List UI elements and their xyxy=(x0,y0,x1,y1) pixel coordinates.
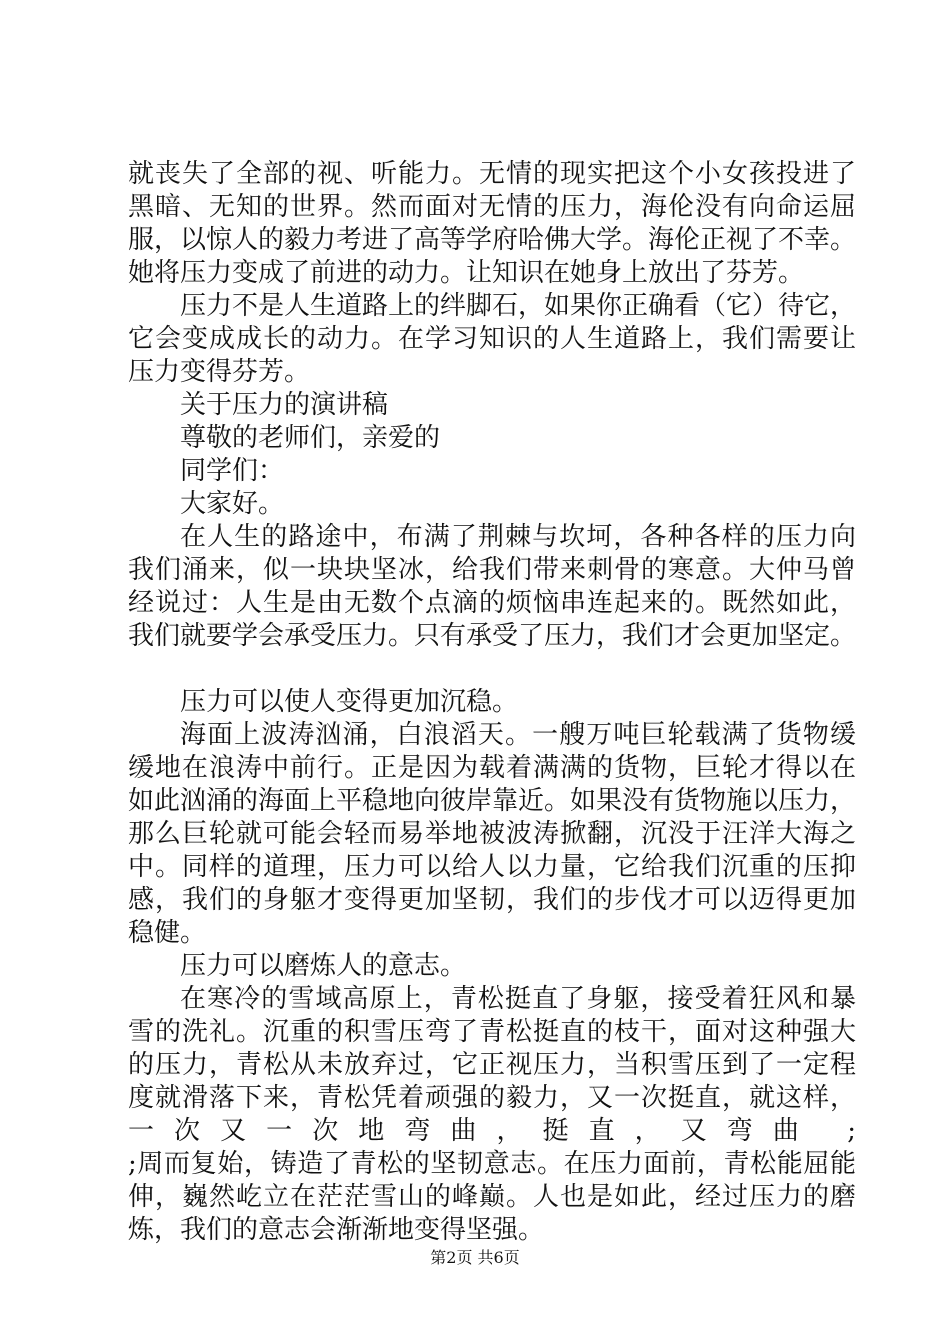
text-line: 稳健。 xyxy=(128,918,207,948)
text-line: 在人生的路途中，布满了荆棘与坎坷，各种各样的压力向 xyxy=(180,522,856,552)
text-line: 就丧失了全部的视、听能力。无情的现实把这个小女孩投进了 xyxy=(128,159,856,189)
text-line: 服，以惊人的毅力考进了高等学府哈佛大学。海伦正视了不幸。 xyxy=(128,225,856,255)
text-line: 缓地在浪涛中前行。正是因为载着满满的货物，巨轮才得以在 xyxy=(128,753,856,783)
text-line: 大家好。 xyxy=(180,489,285,519)
text-line: 伸，巍然屹立在茫茫雪山的峰巅。人也是如此，经过压力的磨 xyxy=(128,1182,856,1212)
text-line: 炼，我们的意志会渐渐地变得坚强。 xyxy=(128,1215,545,1245)
text-line: 我们就要学会承受压力。只有承受了压力，我们才会更加坚定。 xyxy=(128,621,856,651)
text-line: 她将压力变成了前进的动力。让知识在她身上放出了芬芳。 xyxy=(128,258,805,288)
text-line: 那么巨轮就可能会轻而易举地被波涛掀翻，沉没于汪洋大海之 xyxy=(128,819,856,849)
page-footer: 第2页 共6页 xyxy=(430,1248,520,1267)
text-line: 经说过：人生是由无数个点滴的烦恼串连起来的。既然如此， xyxy=(128,588,856,618)
text-line: 压力不是人生道路上的绊脚石，如果你正确看（它）待它， xyxy=(180,291,856,321)
text-line: 压力可以使人变得更加沉稳。 xyxy=(180,687,519,717)
text-line: ;周而复始，铸造了青松的坚韧意志。在压力面前，青松能屈能 xyxy=(128,1149,856,1179)
text-line: 雪的洗礼。沉重的积雪压弯了青松挺直的枝干，面对这种强大 xyxy=(128,1017,856,1047)
blank-line xyxy=(128,653,856,686)
text-line: 压力变得芬芳。 xyxy=(128,357,311,387)
text-line: 感，我们的身躯才变得更加坚韧，我们的步伐才可以迈得更加 xyxy=(128,885,856,915)
text-line: 压力可以磨炼人的意志。 xyxy=(180,951,467,981)
text-line: 中。同样的道理，压力可以给人以力量，它给我们沉重的压抑 xyxy=(128,852,856,882)
text-line: 黑暗、无知的世界。然而面对无情的压力，海伦没有向命运屈 xyxy=(128,192,856,222)
text-line: 关于压力的演讲稿 xyxy=(180,390,389,420)
text-line: 尊敬的老师们，亲爱的 xyxy=(180,423,441,453)
text-line: 在寒冷的雪域高原上，青松挺直了身躯，接受着狂风和暴 xyxy=(180,984,856,1014)
text-line: 的压力，青松从未放弃过，它正视压力，当积雪压到了一定程 xyxy=(128,1050,856,1080)
text-line: 它会变成成长的动力。在学习知识的人生道路上，我们需要让 xyxy=(128,324,856,354)
text-line: 如此汹涌的海面上平稳地向彼岸靠近。如果没有货物施以压力， xyxy=(128,786,856,816)
document-body xyxy=(128,158,856,1247)
text-line: 我们涌来，似一块块坚冰，给我们带来刺骨的寒意。大仲马曾 xyxy=(128,555,856,585)
text-line: 一次又一次地弯曲，挺直，又弯曲 ; xyxy=(128,1116,856,1146)
text-line: 海面上波涛汹涌，白浪滔天。一艘万吨巨轮载满了货物缓 xyxy=(180,720,856,750)
text-line: 度就滑落下来，青松凭着顽强的毅力，又一次挺直，就这样， xyxy=(128,1083,856,1113)
text-line: 同学们： xyxy=(180,456,285,486)
